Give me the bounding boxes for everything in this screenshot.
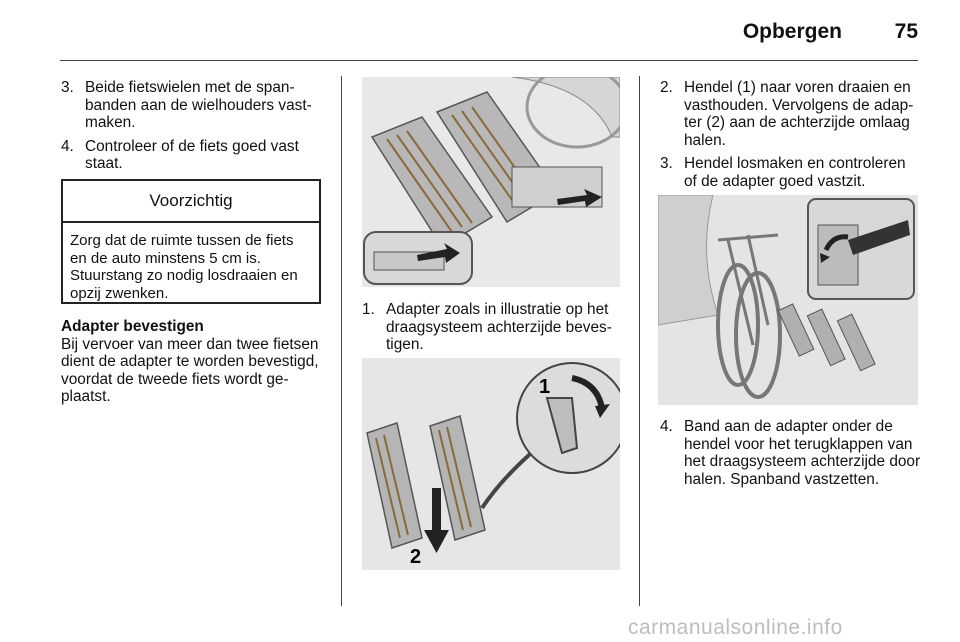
list-item-number: 4. <box>660 418 673 435</box>
list-item <box>660 79 922 149</box>
caution-box <box>61 179 321 304</box>
list-item <box>61 79 326 132</box>
page-title: Opbergen <box>742 20 842 43</box>
section-heading: Adapter bevestigen <box>61 318 204 335</box>
list-item-number: 4. <box>61 137 74 155</box>
column-divider-1 <box>341 76 342 606</box>
figure-adapter-lever <box>362 358 620 570</box>
list-item <box>362 301 620 354</box>
caution-title: Voorzichtig <box>63 181 319 223</box>
list-item-text: Adapter zoals in illustratie op het draagsysteem achterzijde bevestigen. <box>386 301 612 353</box>
bicycle-illustration <box>658 195 918 405</box>
list-item-text: Controleer of de fiets goed vast staat. <box>85 137 299 172</box>
callout-1: 1 <box>539 376 551 398</box>
column-3-bottom <box>660 418 922 494</box>
rack-illustration <box>362 77 620 287</box>
section-adapter <box>61 318 331 406</box>
column-1 <box>61 79 326 179</box>
list-item-number: 1. <box>362 301 375 318</box>
column-2-text <box>362 301 620 360</box>
figure-bicycle-rack <box>658 195 918 405</box>
list-item-text: Hendel (1) naar voren draaien en vasthouden. Vervolgens de adapter (2) aan de achterzijde omlaag halen. <box>684 79 914 149</box>
list-item <box>61 138 326 173</box>
list-item-number: 3. <box>61 79 74 96</box>
list-item-number: 2. <box>660 79 673 96</box>
list-item-text: Hendel losmaken en controleren of de adapter goed vastzit. <box>684 155 906 190</box>
lever-illustration <box>362 358 620 570</box>
watermark: carmanualsonline.info <box>628 616 843 639</box>
list-item <box>660 155 922 190</box>
column-3-top <box>660 79 922 196</box>
list-item-text: Band aan de adapter onder de hendel voor het terugklappen van het draagsysteem achterzijde door halen. Spanband vastzetten. <box>684 418 921 488</box>
list-item <box>660 418 922 488</box>
list-item-text: Beide fietswielen met de spanbanden aan de wielhouders vastmaken. <box>85 79 312 131</box>
list-item-number: 3. <box>660 155 673 172</box>
callout-2: 2 <box>410 546 422 568</box>
header-rule <box>60 60 918 61</box>
figure-adapter-rack <box>362 77 620 287</box>
section-body: Bij vervoer van meer dan twee fietsen dient de adapter te worden bevestigd, voordat de tweede fiets wordt geplaatst. <box>61 335 319 405</box>
column-divider-2 <box>639 76 640 606</box>
caution-body: Zorg dat de ruimte tussen de fiets en de auto minstens 5 cm is. Stuurstang zo nodig losdraaien en opzij zwenken. <box>70 232 298 302</box>
page-number: 75 <box>894 20 918 43</box>
page-header <box>0 0 960 60</box>
